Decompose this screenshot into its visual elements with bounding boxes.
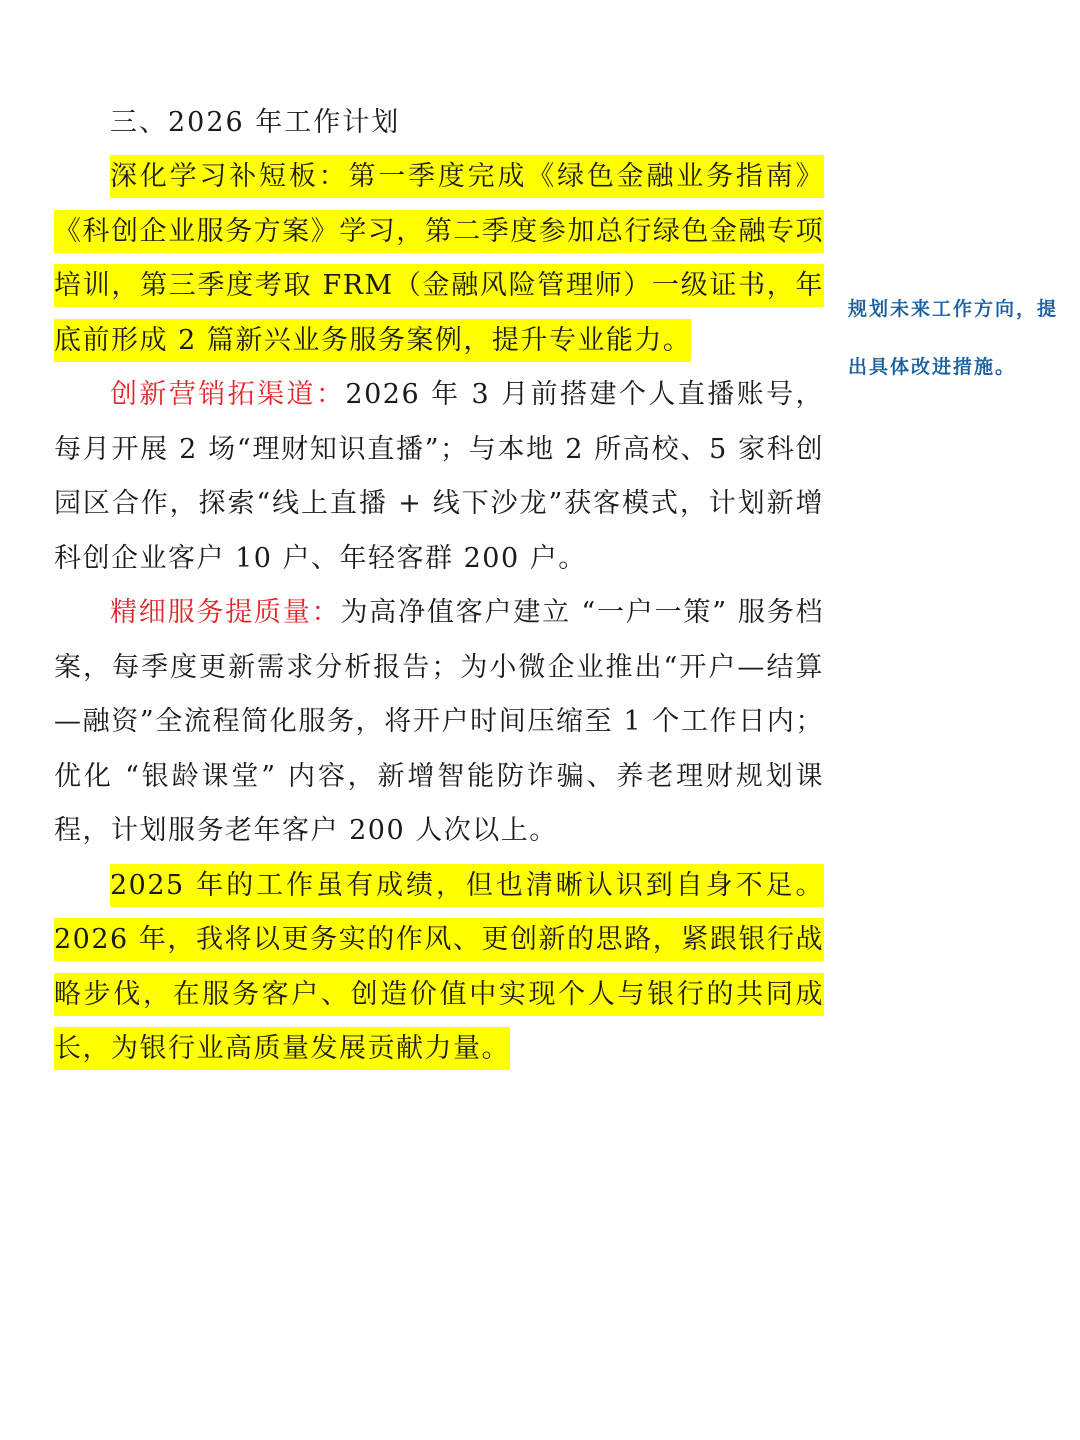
paragraph-text: 第一季度完成《绿色金融业务指南》《科创企业服务方案》学习，第二季度参加总行绿色金融专项培训，第三季度考取 FRM（金融风险管理师）一级证书，年底前形成 2 篇新兴业务服务案例，提升专业能力。	[54, 161, 825, 356]
paragraph-text: 为高净值客户建立 “一户一策” 服务档案，每季度更新需求分析报告；为小微企业推出“开户—结算—融资”全流程简化服务，将开户时间压缩至 1 个工作日内；优化 “银龄课堂” 内容，新增智能防诈骗、养老理财规划课程，计划服务老年客户 200 人次以上。	[54, 597, 825, 846]
margin-annotation: 规划未来工作方向，提出具体改进措施。	[848, 298, 1059, 378]
paragraph-lead: 创新营销拓渠道：	[110, 379, 346, 410]
highlighted-text: 2025 年的工作虽有成绩，但也清晰认识到自身不足。2026 年，我将以更务实的作风、更创新的思路，紧跟银行战略步伐，在服务客户、创造价值中实现个人与银行的共同成长，为银行业高质量发展贡献力量。	[54, 864, 824, 1071]
document-body	[54, 96, 824, 1077]
paragraph-lead: 深化学习补短板：	[110, 161, 349, 192]
section-heading: 三、2026 年工作计划	[110, 107, 401, 138]
paragraph-text: 2026 年 3 月前搭建个人直播账号，每月开展 2 场“理财知识直播”；与本地 2 所高校、5 家科创园区合作，探索“线上直播 + 线下沙龙”获客模式，计划新增科创企业客户 10 户、年轻客群 200 户。	[54, 379, 825, 574]
paragraph-marketing	[54, 368, 824, 586]
paragraph-study	[54, 150, 824, 368]
paragraph-service	[54, 586, 824, 859]
paragraph-lead: 精细服务提质量：	[110, 597, 341, 628]
highlighted-text	[54, 155, 824, 362]
paragraph-conclusion	[54, 859, 824, 1077]
